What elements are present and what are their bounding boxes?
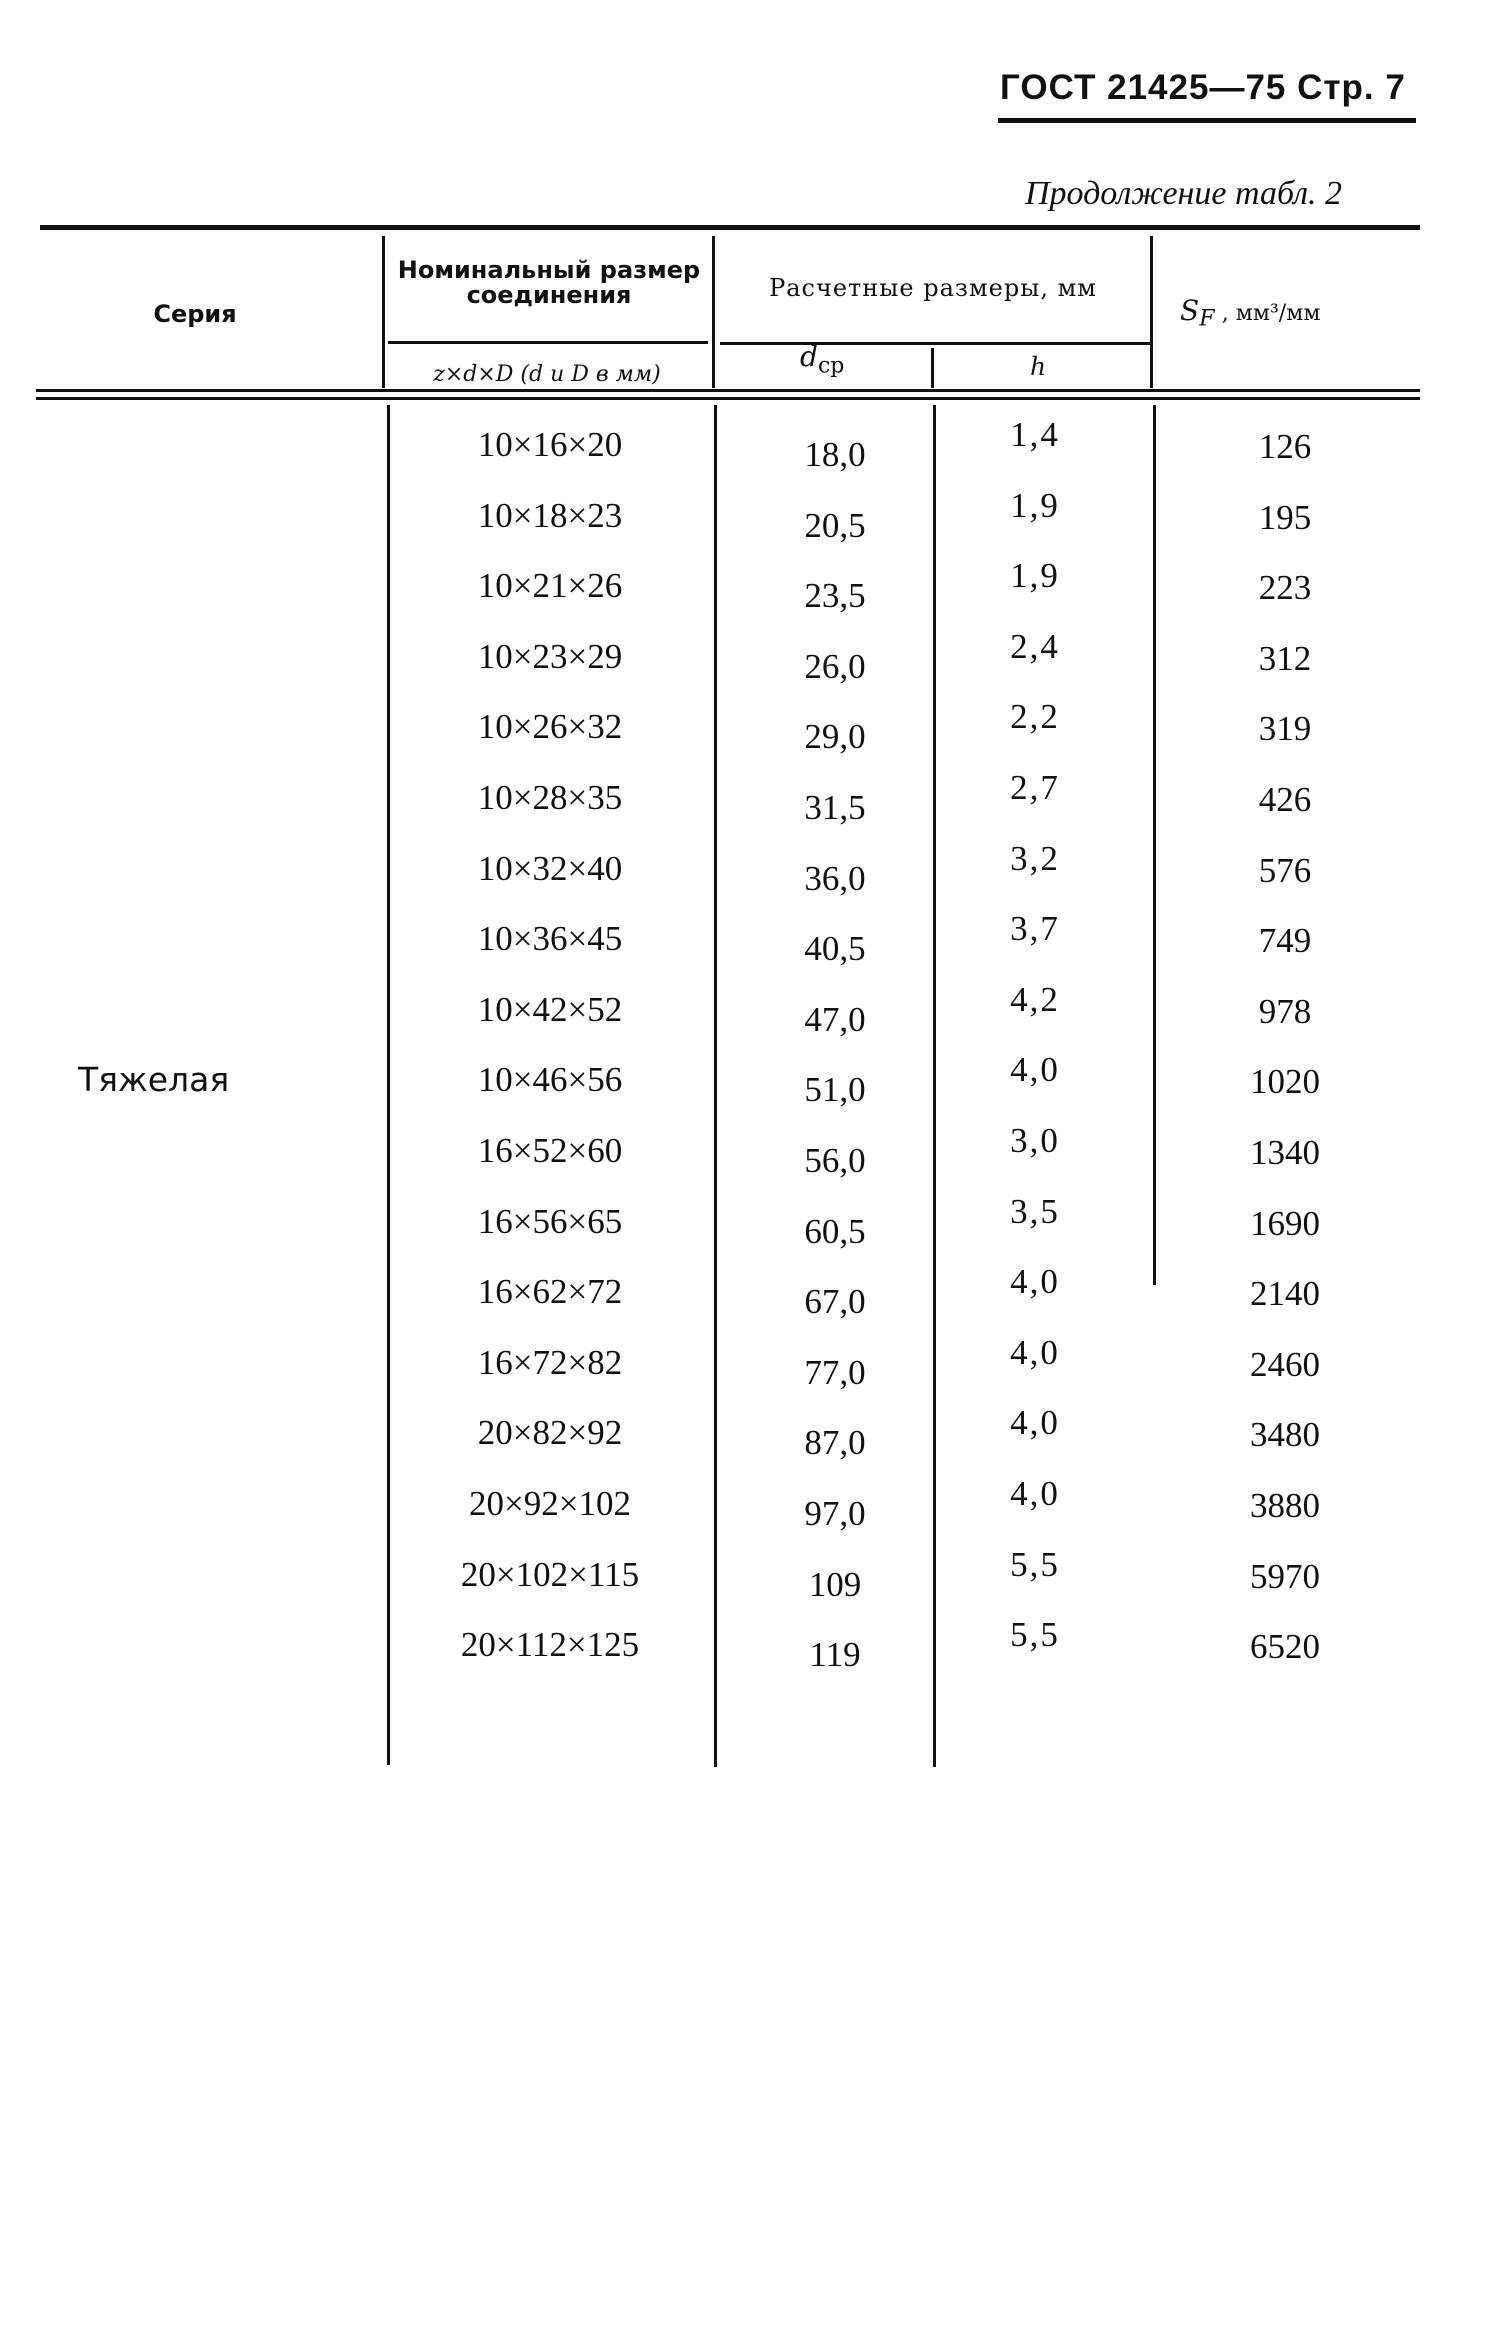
row-9-h: 4,2 (1010, 979, 1060, 1019)
row-2-h: 1,9 (1010, 485, 1060, 525)
row-2-sf: 195 (1258, 497, 1312, 537)
row-3-size: 10×21×26 (477, 566, 623, 606)
row-12-sf: 1690 (1250, 1203, 1320, 1243)
row-5-size: 10×26×32 (477, 707, 623, 747)
row-8-sf: 749 (1258, 921, 1312, 961)
header-series: Серия (153, 300, 237, 328)
header-nominal-size-formula: z×d×D (d и D в мм) (433, 362, 661, 387)
row-1-size: 10×16×20 (477, 425, 623, 464)
row-10-size: 10×46×56 (477, 1060, 623, 1100)
row-10-h: 4,0 (1010, 1050, 1060, 1090)
row-9-size: 10×42×52 (477, 989, 623, 1029)
row-4-sf: 312 (1258, 638, 1312, 678)
header-sf-subscript: F (1199, 306, 1215, 332)
col-line-4-body (1153, 405, 1156, 1285)
header-nominal-size (388, 258, 710, 308)
row-8-size: 10×36×45 (477, 919, 623, 959)
row-11-h: 3,0 (1010, 1121, 1060, 1160)
row-2-size: 10×18×23 (477, 495, 623, 535)
row-16-size: 20×92×102 (469, 1484, 631, 1523)
row-16-sf: 3880 (1250, 1486, 1320, 1525)
row-10-dcp: 51,0 (804, 1070, 866, 1110)
row-13-h: 4,0 (1010, 1262, 1060, 1302)
row-12-dcp: 60,5 (804, 1211, 866, 1251)
row-4-dcp: 26,0 (804, 646, 866, 686)
row-14-h: 4,0 (1010, 1332, 1060, 1372)
row-1-sf: 126 (1258, 427, 1312, 466)
row-12-size: 16×56×65 (477, 1201, 623, 1241)
row-1-dcp: 18,0 (804, 435, 866, 474)
row-8-h: 3,7 (1010, 909, 1060, 949)
row-13-size: 16×62×72 (477, 1272, 623, 1312)
row-14-sf: 2460 (1250, 1344, 1320, 1384)
row-5-h: 2,2 (1010, 697, 1060, 737)
calc-dims-divider (720, 342, 1150, 345)
header-dcp-symbol: d (800, 340, 818, 373)
row-8-dcp: 40,5 (804, 929, 866, 969)
row-15-size: 20×82×92 (477, 1413, 623, 1453)
row-3-sf: 223 (1258, 568, 1312, 608)
row-6-size: 10×28×35 (477, 778, 623, 817)
page-header-title: ГОСТ 21425—75 Стр. 7 (1000, 68, 1406, 107)
row-4-size: 10×23×29 (477, 636, 623, 676)
col-line-4-header (1150, 236, 1153, 388)
row-18-dcp: 119 (809, 1635, 861, 1675)
row-7-size: 10×32×40 (477, 848, 623, 888)
table-top-rule (40, 225, 1420, 230)
row-17-sf: 5970 (1250, 1556, 1320, 1596)
row-16-dcp: 97,0 (804, 1494, 866, 1533)
header-calc-dims: Расчетные размеры, мм (769, 274, 1097, 302)
row-4-h: 2,4 (1010, 626, 1060, 666)
row-7-dcp: 36,0 (804, 858, 866, 898)
nominal-size-divider (388, 341, 708, 344)
row-18-sf: 6520 (1250, 1627, 1320, 1667)
row-7-sf: 576 (1258, 850, 1312, 890)
header-bottom-rule (36, 389, 1420, 392)
row-13-sf: 2140 (1250, 1274, 1320, 1314)
row-15-dcp: 87,0 (804, 1423, 866, 1463)
row-15-sf: 3480 (1250, 1415, 1320, 1455)
header-rule (998, 118, 1416, 123)
row-15-h: 4,0 (1010, 1403, 1060, 1443)
col-line-2-header (712, 236, 715, 388)
col-line-3-header (931, 348, 934, 388)
series-name: Тяжелая (78, 1060, 230, 1099)
row-3-h: 1,9 (1010, 556, 1060, 596)
header-sf (1180, 294, 1380, 332)
header-dcp-subscript: ср (817, 353, 845, 379)
row-17-size: 20×102×115 (460, 1554, 640, 1594)
row-11-dcp: 56,0 (804, 1141, 866, 1180)
table-continuation-label: Продолжение табл. 2 (1025, 175, 1343, 212)
row-14-dcp: 77,0 (804, 1352, 866, 1392)
header-sf-symbol: S (1180, 294, 1200, 327)
header-nominal-size-line1: Номинальный размер (397, 256, 701, 284)
header-nominal-size-line2: соединения (466, 281, 632, 309)
row-3-dcp: 23,5 (804, 576, 866, 616)
row-2-dcp: 20,5 (804, 505, 866, 545)
col-line-3-body (933, 405, 936, 1767)
row-12-h: 3,5 (1010, 1191, 1060, 1231)
row-13-dcp: 67,0 (804, 1282, 866, 1322)
header-dcp (800, 340, 844, 379)
row-14-size: 16×72×82 (477, 1342, 623, 1382)
row-5-dcp: 29,0 (804, 717, 866, 757)
row-16-h: 4,0 (1010, 1474, 1060, 1513)
row-11-size: 16×52×60 (477, 1131, 623, 1170)
header-sf-unit: , мм³/мм (1221, 301, 1321, 326)
row-17-h: 5,5 (1010, 1544, 1060, 1584)
row-6-dcp: 31,5 (804, 788, 866, 827)
row-18-size: 20×112×125 (460, 1625, 640, 1665)
row-11-sf: 1340 (1250, 1133, 1320, 1172)
header-h: h (1030, 352, 1047, 381)
row-17-dcp: 109 (808, 1564, 862, 1604)
row-9-sf: 978 (1258, 991, 1312, 1031)
row-9-dcp: 47,0 (804, 999, 866, 1039)
row-6-h: 2,7 (1010, 768, 1060, 807)
row-18-h: 5,5 (1010, 1615, 1060, 1655)
row-7-h: 3,2 (1010, 838, 1060, 878)
row-5-sf: 319 (1258, 709, 1312, 749)
row-1-h: 1,4 (1010, 415, 1060, 454)
row-10-sf: 1020 (1250, 1062, 1320, 1102)
row-6-sf: 426 (1258, 780, 1312, 819)
header-bottom-rule-2 (36, 397, 1420, 400)
